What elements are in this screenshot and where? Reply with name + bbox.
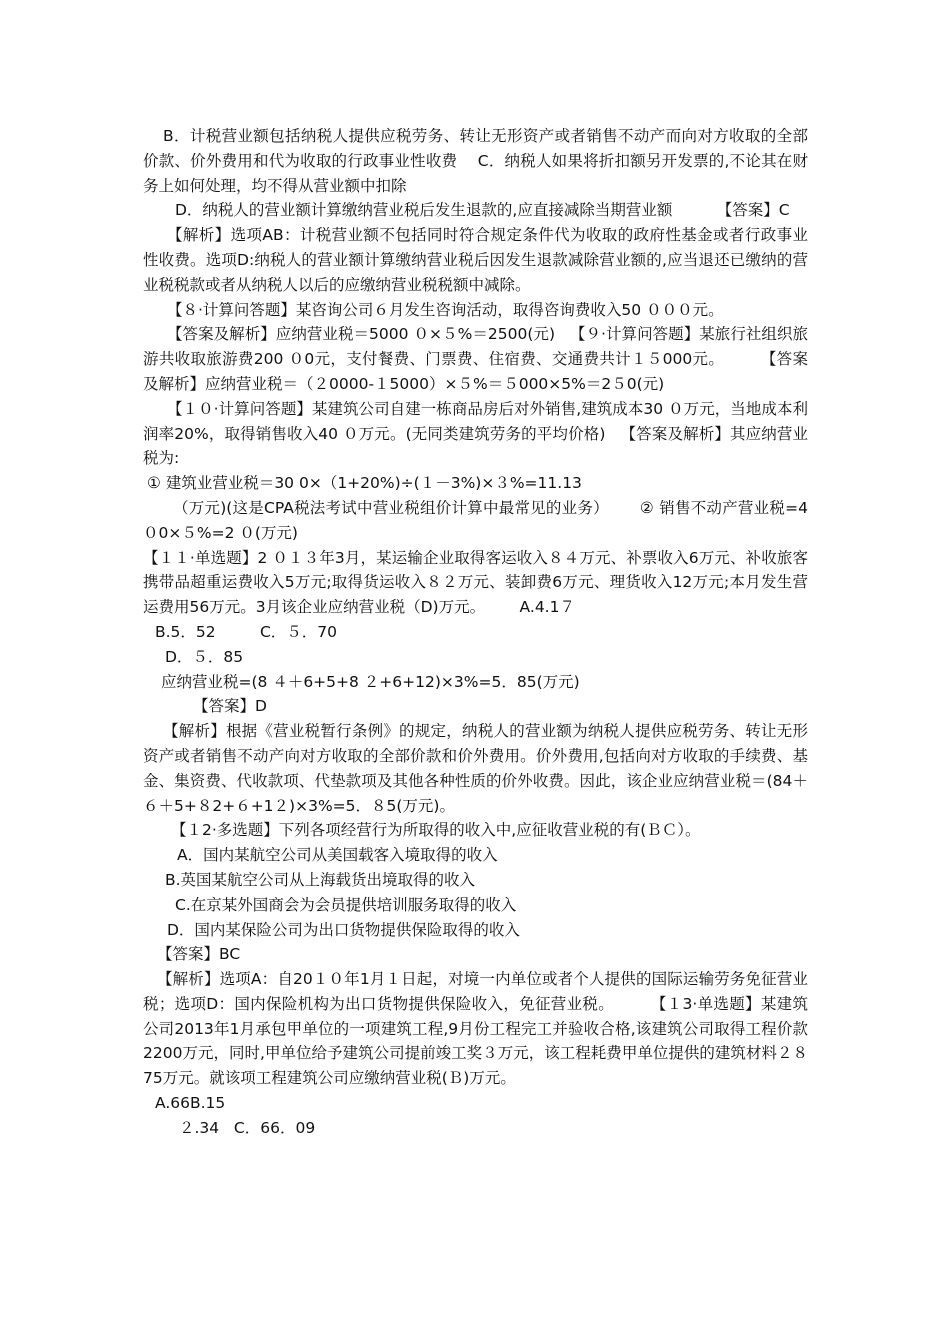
paragraph: C.在京某外国商会为会员提供培训服务取得的收入	[175, 895, 517, 914]
paragraph: ① 建筑业营业税＝30 0×（1+20%)÷(１－3%)×３%=11.13	[147, 474, 582, 493]
paragraph: 【解析】根据《营业税暂行条例》的规定，纳税人的营业额为纳税人提供应税劳务、转让无形资产或者销售不动产向对方收取的全部价款和价外费用。价外费用,包括向对方收取的手续费、基金、集资费、代收款项、代垫款项及其他各种性质的价外收费。因此，该企业应纳营业税＝(84＋６＋5+８2+６+1２)×3%=5．８5(万元)。	[143, 722, 808, 815]
paragraph: （万元)(这是CPA税法考试中营业税组价计算中最常见的业务） ② 销售不动产营业税=4 ０0×５%=2 ０(万元)	[143, 498, 808, 542]
paragraph: 【答案】D	[193, 697, 267, 716]
paragraph: 【１2·多选题】下列各项经营行为所取得的收入中,应征收营业税的有(ＢＣ）。	[171, 821, 701, 840]
paragraph: 【解析】选项A：自20１０年1月１日起，对境一内单位或者个人提供的国际运输劳务免征营业税；选项D：国内保险机构为出口货物提供保险收入，免征营业税。 【１3·单选题】某建筑公司2013年1月承包甲单位的一项建筑工程,9月份工程完工并验收合格,该建筑公司取得工程价款2200万元，同时,甲单位给予建筑公司提前竣工奖３万元，该工程耗费甲单位提供的建筑材料２８75万元。就该项工程建筑公司应缴纳营业税(Ｂ)万元。	[143, 970, 808, 1088]
paragraph: D．５．85	[165, 647, 244, 666]
document-body	[143, 124, 808, 1141]
paragraph: 【解析】选项AB：计税营业额不包括同时符合规定条件代为收取的政府性基金或者行政事业性收费。选项D:纳税人的营业额计算缴纳营业税后因发生退款减除营业额的,应当退还已缴纳的营业税税款或者从纳税人以后的应缴纳营业税税额中减除。	[143, 226, 808, 294]
paragraph: 【答案】BC	[157, 945, 241, 964]
paragraph: B．计税营业额包括纳税人提供应税劳务、转让无形资产或者销售不动产而向对方收取的全部价款、价外费用和代为收取的行政事业性收费 C．纳税人如果将折扣额另开发票的,不论其在财务上如何处理，均不得从营业额中扣除	[143, 127, 808, 195]
paragraph: ２.34 C．66．09	[179, 1118, 316, 1137]
paragraph: A.66B.15	[155, 1094, 226, 1113]
paragraph: 应纳营业税=(8 ４＋6+5+8 ２+6+12)×3%=5．85(万元)	[161, 672, 580, 691]
paragraph: A．国内某航空公司从美国载客入境取得的收入	[177, 846, 498, 865]
paragraph: 【１１·单选题】2 ０１３年3月，某运输企业取得客运收入８４万元、补票收入6万元、补收旅客携带品超重运费收入5万元;取得货运收入８２万元、装卸费6万元、理货收入12万元;本月发生营运费用56万元。3月该企业应纳营业税（D)万元。 A.4.1７	[143, 548, 808, 617]
paragraph: 【答案及解析】应纳营业税＝5000 ０×５%＝2500(元) 【９·计算问答题】某旅行社组织旅游共收取旅游费200 ０0元，支付餐费、门票费、住宿费、交通费共计１５000元。 【答案及解析】应纳营业税＝（２0000-１5000）×５%＝５000×5%＝2５0(元)	[143, 325, 808, 393]
paragraph: D．纳税人的营业额计算缴纳营业税后发生退款的,应直接减除当期营业额 【答案】C	[175, 201, 790, 220]
paragraph: B.5．52 C．５．70	[155, 622, 338, 641]
paragraph: 【１０·计算问答题】某建筑公司自建一栋商品房后对外销售,建筑成本30 ０万元，当地成本利润率20%，取得销售收入40 ０万元。(无同类建筑劳务的平均价格) 【答案及解析】其应纳营业税为:	[143, 399, 808, 468]
paragraph: D．国内某保险公司为出口货物提供保险取得的收入	[167, 920, 520, 939]
paragraph: B.英国某航空公司从上海载货出境取得的收入	[165, 870, 476, 889]
paragraph: 【８·计算问答题】某咨询公司６月发生咨询活动，取得咨询费收入50 ０００元。	[167, 300, 724, 319]
